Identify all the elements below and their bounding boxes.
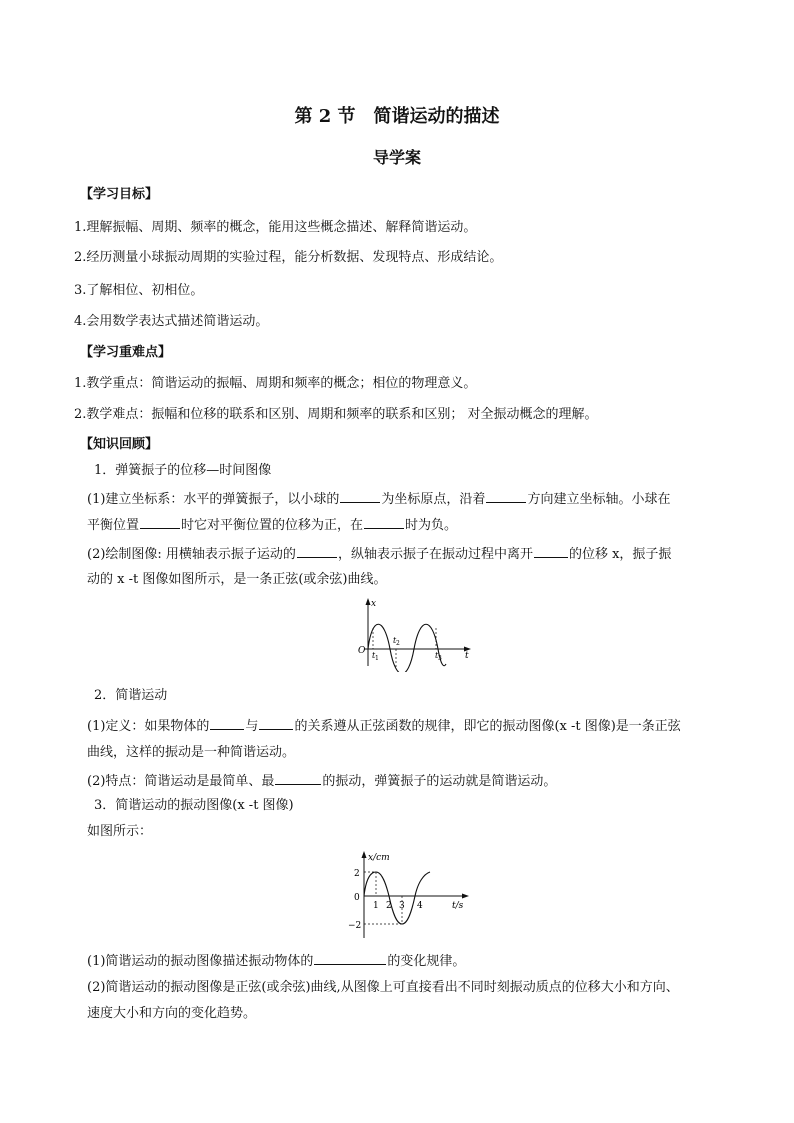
- section-3-title: 3．简谐运动的振动图像(x -t 图像): [94, 798, 294, 813]
- section-1-para-1: (1)建立坐标系：水平的弹簧振子，以小球的 为坐标原点，沿着 方向建立坐标轴。小球在: [87, 492, 671, 507]
- review-heading: 【知识回顾】: [80, 437, 159, 452]
- answer-blank[interactable]: [364, 516, 404, 529]
- figure-xt-graph: [318, 596, 478, 672]
- page-subtitle: 导学案: [372, 148, 421, 167]
- t1-label: t: [372, 651, 376, 660]
- section-3-para-1: (1)简谐运动的振动图像描述振动物体的 的变化规律。: [87, 954, 466, 969]
- answer-blank[interactable]: [297, 545, 337, 558]
- x-tick: 4: [417, 901, 423, 911]
- goals-heading: 【学习目标】: [80, 187, 159, 202]
- figure-vibration-graph: [340, 848, 480, 940]
- answer-blank[interactable]: [314, 952, 386, 965]
- sine-curve: [368, 624, 446, 672]
- section-3-para-2-cont: 速度大小和方向的变化趋势。: [87, 1006, 257, 1021]
- y-tick-bottom: −2: [348, 921, 362, 931]
- x-tick: 1: [373, 901, 379, 911]
- x-tick: 2: [386, 901, 392, 911]
- section-2-para-1: (1)定义：如果物体的 与 的关系遵从正弦函数的规律，即它的振动图像(x -t 图像)是一条正弦: [87, 719, 681, 734]
- section-2-para-2: (2)特点：简谐运动是最简单、最 的振动，弹簧振子的运动就是简谐运动。: [87, 774, 557, 789]
- t3-label: t: [435, 651, 439, 660]
- section-3-para-2: (2)简谐运动的振动图像是正弦(或余弦)曲线,从图像上可直接看出不同时刻振动质点的位移大小和方向、: [87, 980, 679, 995]
- y-tick-zero: 0: [354, 893, 360, 903]
- t2-label: t: [393, 636, 397, 645]
- x-axis-label: t: [465, 651, 469, 661]
- t2-subscript: 2: [396, 640, 400, 647]
- goal-item: 1.理解振幅、周期、频率的概念，能用这些概念描述、解释简谐运动。: [74, 220, 477, 235]
- t3-subscript: 3: [438, 655, 442, 662]
- x-arrow-icon: [462, 894, 469, 899]
- section-1-para-2: (2)绘制图像: 用横轴表示振子运动的 ，纵轴表示振子在振动过程中离开 的位移 x，振子振: [87, 547, 672, 562]
- goal-item: 4.会用数学表达式描述简谐运动。: [74, 314, 269, 329]
- y-tick-top: 2: [354, 869, 360, 879]
- key-point-item: 1.教学重点：简谐运动的振幅、周期和频率的概念；相位的物理意义。: [74, 376, 477, 391]
- key-point-item: 2.教学难点：振幅和位移的联系和区别、周期和频率的联系和区别； 对全振动概念的理解。: [74, 407, 598, 422]
- y-axis-label: x: [371, 599, 377, 609]
- section-1-title: 1．弹簧振子的位移—时间图像: [94, 463, 272, 478]
- answer-blank[interactable]: [340, 490, 380, 503]
- y-arrow-icon: [366, 598, 371, 605]
- origin-label: O: [358, 646, 366, 656]
- section-2-para-1-cont: 曲线，这样的振动是一种简谐运动。: [87, 745, 296, 760]
- x-axis-label: t/s: [452, 901, 464, 911]
- section-1-para-2-cont: 动的 x -t 图像如图所示，是一条正弦(或余弦)曲线。: [87, 572, 387, 587]
- t1-subscript: 1: [375, 655, 379, 662]
- goal-item: 3.了解相位、初相位。: [74, 283, 204, 298]
- y-arrow-icon: [362, 851, 367, 858]
- section-2-title: 2．简谐运动: [94, 688, 168, 703]
- section-1-para-1-cont: 平衡位置 时它对平衡位置的位移为正，在 时为负。: [87, 518, 458, 533]
- answer-blank[interactable]: [275, 772, 321, 785]
- answer-blank[interactable]: [210, 717, 244, 730]
- section-3-intro: 如图所示：: [87, 824, 153, 839]
- answer-blank[interactable]: [534, 545, 568, 558]
- sine-curve: [364, 872, 430, 924]
- goal-item: 2.经历测量小球振动周期的实验过程，能分析数据、发现特点、形成结论。: [74, 250, 503, 265]
- answer-blank[interactable]: [259, 717, 293, 730]
- x-tick: 3: [399, 901, 405, 911]
- y-axis-label: x/cm: [368, 853, 390, 863]
- key-points-heading: 【学习重难点】: [80, 345, 172, 360]
- answer-blank[interactable]: [486, 490, 526, 503]
- answer-blank[interactable]: [140, 516, 180, 529]
- page-title: 第 2 节 简谐运动的描述: [294, 106, 500, 127]
